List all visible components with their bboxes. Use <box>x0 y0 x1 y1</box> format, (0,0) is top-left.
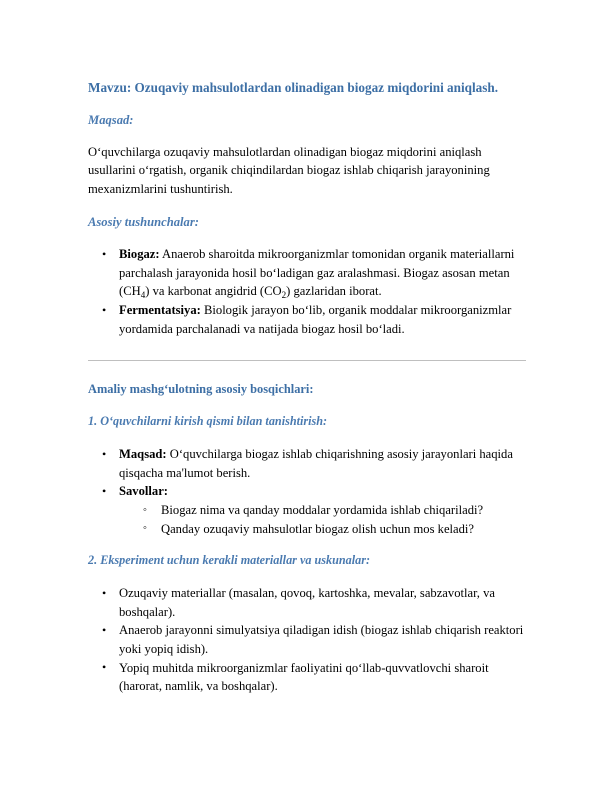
list-item <box>88 659 526 696</box>
concepts-heading: Asosiy tushunchalar: <box>88 215 199 230</box>
list-item <box>88 621 526 658</box>
list-item <box>88 482 526 538</box>
step-item-term: Maqsad: <box>119 447 167 462</box>
material-item-text: Anaerob jarayonni simulyatsiya qiladigan idish (biogaz ishlab chiqarish reaktori yoki yopiq idish). <box>119 623 524 656</box>
concept-term: Biogaz: <box>119 247 160 262</box>
section-divider <box>88 360 526 361</box>
page-title: Mavzu: Ozuqaviy mahsulotlardan olinadigan biogaz miqdorini aniqlash. <box>88 80 498 95</box>
formula-subscript-co2: 2 <box>281 289 287 300</box>
list-item <box>88 445 526 482</box>
purpose-paragraph: O‘quvchilarga ozuqaviy mahsulotlardan olinadigan biogaz miqdorini aniqlash usullarini o‘rgatish, organik chiqindilardan biogaz ishlab chiqarish jarayonining mexanizmlarini tushuntirish. <box>88 144 490 196</box>
step-1-heading: 1. O‘quvchilarni kirish qismi bilan tanishtirish: <box>88 414 328 429</box>
concept-term: Fermentatsiya: <box>119 303 201 318</box>
questions-sublist <box>119 501 526 538</box>
stages-heading: Amaliy mashg‘ulotning asosiy bosqichlari: <box>88 382 314 397</box>
step-1-list <box>88 445 526 538</box>
concepts-list <box>88 245 526 338</box>
formula-subscript-ch4: 4 <box>140 289 146 300</box>
question-text: Qanday ozuqaviy mahsulotlar biogaz olish uchun mos keladi? <box>161 521 475 536</box>
list-item <box>88 301 526 338</box>
list-item <box>88 245 526 301</box>
question-text: Biogaz nima va qanday moddalar yordamida ishlab chiqariladi? <box>161 503 484 518</box>
concept-definition-part1: Biologik jarayon bo‘lib, organik moddalar mikroorganizmlar yordamida parchalanadi va natijada biogaz hosil bo‘ladi. <box>119 303 512 336</box>
step-2-heading: 2. Eksperiment uchun kerakli materiallar va uskunalar: <box>88 553 371 568</box>
list-item <box>119 501 526 520</box>
step-item-term: Savollar: <box>119 484 168 499</box>
step-2-list <box>88 584 526 696</box>
material-item-text: Yopiq muhitda mikroorganizmlar faoliyatini qo‘llab-quvvatlovchi sharoit (harorat, namlik, va boshqalar). <box>119 660 489 694</box>
list-item <box>119 520 526 539</box>
concept-definition-part3: ) gazlaridan iborat. <box>286 284 382 299</box>
concept-definition-part1: Anaerob sharoitda mikroorganizmlar tomonidan organik materiallarni parchalash jarayonida hosil bo‘ladigan gaz aralashmasi. Biogaz asosan metan (CH <box>119 247 515 299</box>
list-item <box>88 584 526 621</box>
purpose-heading: Maqsad: <box>88 112 134 127</box>
concept-definition-part2: ) va karbonat angidrid (CO <box>145 284 282 299</box>
step-item-text: O‘quvchilarga biogaz ishlab chiqarishning asosiy jarayonlari haqida qisqacha ma'lumot berish. <box>119 447 513 480</box>
material-item-text: Ozuqaviy materiallar (masalan, qovoq, kartoshka, mevalar, sabzavotlar, va boshqalar). <box>119 586 495 619</box>
document-body <box>88 78 526 696</box>
